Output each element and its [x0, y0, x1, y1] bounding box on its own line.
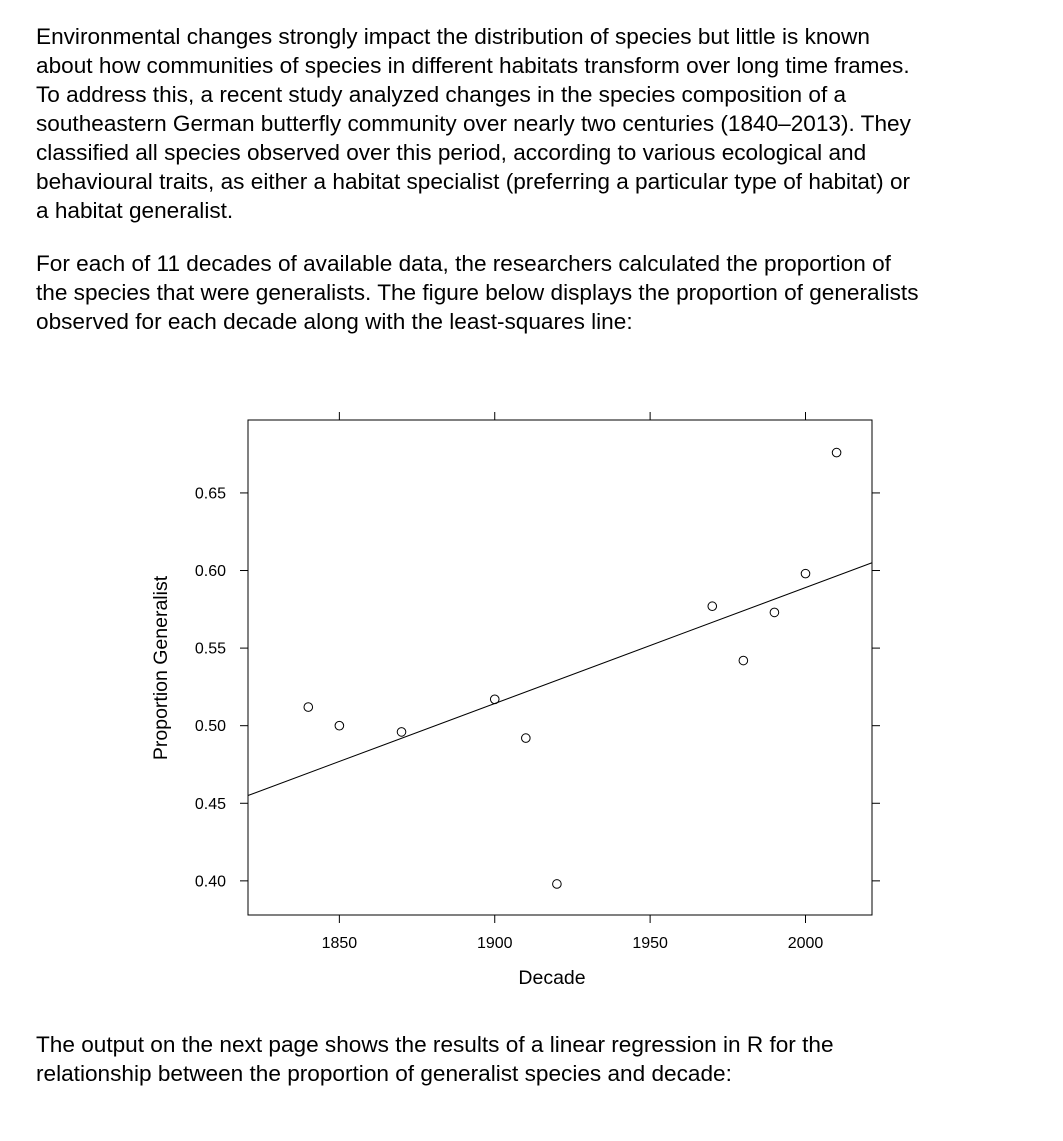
- data-point: [801, 569, 810, 578]
- data-point: [739, 656, 748, 665]
- least-squares-line: [248, 563, 872, 796]
- intro-line: about how communities of species in different habitats transform over long time frames.: [36, 53, 910, 78]
- intro-line: classified all species observed over this period, according to various ecological and: [36, 140, 867, 165]
- y-tick-label: 0.40: [194, 873, 226, 891]
- least-squares-line-group: [248, 563, 872, 796]
- method-line: observed for each decade along with the least-squares line:: [36, 309, 633, 334]
- y-axis-label: Proportion Generalist: [150, 575, 172, 761]
- closing-line: The output on the next page shows the results of a linear regression in R for the: [36, 1032, 834, 1057]
- y-tick-label: 0.45: [194, 795, 226, 813]
- x-axis-label: Decade: [518, 967, 586, 989]
- data-point: [770, 608, 779, 617]
- plot-frame: [248, 420, 872, 915]
- chart-axes: [240, 412, 880, 923]
- closing-line: relationship between the proportion of generalist species and decade:: [36, 1061, 732, 1086]
- intro-line: a habitat generalist.: [36, 198, 234, 223]
- intro-line: To address this, a recent study analyzed changes in the species composition of a: [36, 82, 847, 107]
- y-tick-label: 0.65: [194, 485, 226, 503]
- y-tick-label: 0.60: [194, 563, 226, 581]
- data-point: [708, 602, 717, 611]
- data-points: [304, 448, 841, 888]
- y-tick-label: 0.55: [194, 640, 226, 658]
- intro-line: behavioural traits, as either a habitat specialist (preferring a particular type of habitat) or: [36, 169, 911, 194]
- x-tick-label: 1900: [476, 935, 513, 952]
- method-line: For each of 11 decades of available data, the researchers calculated the proportion of: [36, 251, 891, 276]
- x-tick-label: 2000: [787, 935, 824, 952]
- data-point: [335, 721, 344, 730]
- closing-paragraph: [36, 1030, 1046, 1088]
- data-point: [397, 728, 406, 737]
- method-line: the species that were generalists. The figure below displays the proportion of generalists: [36, 280, 919, 305]
- y-tick-label: 0.50: [194, 718, 226, 736]
- data-point: [832, 448, 841, 457]
- data-point: [304, 703, 313, 712]
- intro-line: southeastern German butterfly community over nearly two centuries (1840–2013). They: [36, 111, 911, 136]
- data-point: [522, 734, 531, 743]
- data-point: [553, 880, 562, 889]
- axis-labels: [150, 485, 823, 989]
- x-tick-label: 1850: [321, 935, 358, 952]
- x-tick-label: 1950: [632, 935, 668, 952]
- data-point: [490, 695, 499, 704]
- intro-line: Environmental changes strongly impact the distribution of species but little is known: [36, 24, 870, 49]
